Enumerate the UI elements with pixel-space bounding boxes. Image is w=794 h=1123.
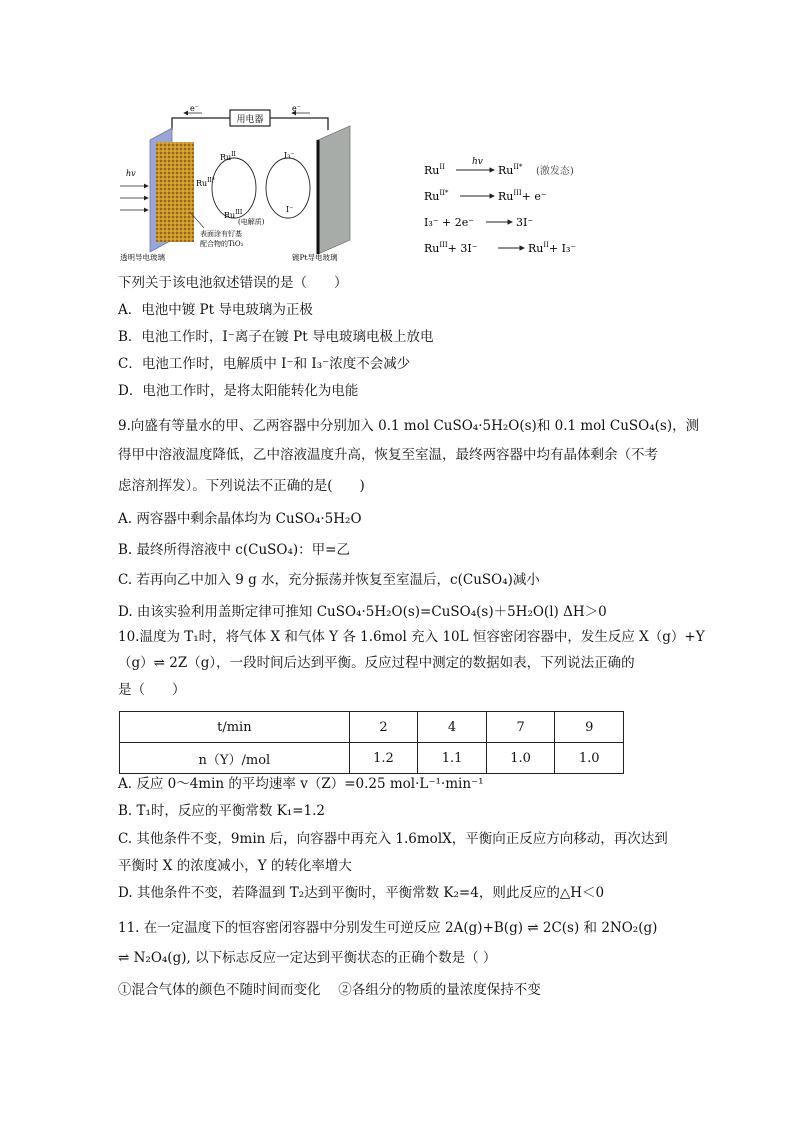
q10-option-d: D. 其他条件不变，若降温到 T₂达到平衡时，平衡常数 K₂=4，则此反应的△H＜0 xyxy=(118,885,605,901)
ru2-label: $Ru^{II}$ xyxy=(220,151,236,162)
eq4-right: $Ru^{II}+ I_3^-$ xyxy=(528,241,577,255)
eq1-right: $Ru^{II*}$ xyxy=(498,163,523,177)
q8-option-a: A．电池中镀 Pt 导电玻璃为正极 xyxy=(118,302,313,318)
q9-option-a: A. 两容器中剩余晶体均为 CuSO₄·5H₂O xyxy=(118,511,362,527)
q9-option-b: B. 最终所得溶液中 c(CuSO₄)：甲=乙 xyxy=(118,542,350,558)
q11-line-1: 11. 在一定温度下的恒容密闭容器中分别发生可逆反应 2A(g)+B(g) ⇌ 2C(s) 和 2NO₂(g) xyxy=(118,920,658,936)
table-cell: 9 xyxy=(555,712,624,743)
table-cell: 1.0 xyxy=(555,743,624,774)
q8-option-d: D．电池工作时，是将太阳能转化为电能 xyxy=(118,383,359,399)
q10-line-3: 是（ ） xyxy=(118,682,186,698)
eq1-note: (激发态) xyxy=(536,166,574,177)
solar-cell-diagram xyxy=(112,100,370,265)
right-glass-label: 镀Pt导电玻璃 xyxy=(292,253,338,262)
table-cell: n（Y）/mol xyxy=(120,743,350,774)
load-label: 用电器 xyxy=(236,115,264,125)
q10-option-c-1: C. 其他条件不变，9min 后，向容器中再充入 1.6molX，平衡向正反应方向移动，再次达到 xyxy=(118,831,668,847)
table-cell: 7 xyxy=(486,712,555,743)
light-label: hv xyxy=(126,169,136,178)
q10-option-c-2: 平衡时 X 的浓度减小，Y 的转化率增大 xyxy=(118,858,352,874)
eq2: $Ru^{II*}$ xyxy=(424,189,449,203)
q10-line-2: （g）⇌ 2Z（g），一段时间后达到平衡。反应过程中测定的数据如表，下列说法正确的 xyxy=(118,655,635,671)
electron-label-left: e⁻ xyxy=(190,104,199,113)
ru-cycle xyxy=(212,158,256,218)
data-table xyxy=(119,711,624,774)
left-glass-label: 透明导电玻璃 xyxy=(120,253,165,262)
wire-right xyxy=(270,118,328,130)
q11-line-3: ①混合气体的颜色不随时间而变化 ②各组分的物质的量浓度保持不变 xyxy=(118,982,541,998)
table-cell: 1.2 xyxy=(349,743,418,774)
q8-option-b: B．电池工作时，I⁻离子在镀 Pt 导电玻璃电极上放电 xyxy=(118,329,434,345)
q11-line-2: ⇌ N₂O₄(g), 以下标志反应一定达到平衡状态的正确个数是（ ） xyxy=(118,950,497,966)
ru2star-label: $Ru^{II*}$ xyxy=(196,177,215,188)
wire-left xyxy=(172,118,230,130)
q9-line-3: 虑溶剂挥发）。下列说法不正确的是( ) xyxy=(118,478,365,494)
table-cell: 2 xyxy=(349,712,418,743)
tio2-layer xyxy=(156,142,194,242)
q8-option-c: C．电池工作时，电解质中 I⁻和 I₃⁻浓度不会减少 xyxy=(118,356,411,372)
q10-option-a: A. 反应 0～4min 的平均速率 v（Z）=0.25 mol·L⁻¹·min⁻¹ xyxy=(118,776,484,792)
q9-line-2: 得甲中溶液温度降低，乙中溶液温度升高，恢复至室温，最终两容器中均有晶体剩余（不考 xyxy=(118,447,658,463)
table-cell: 4 xyxy=(418,712,487,743)
electron-label-right: e⁻ xyxy=(292,104,301,113)
dye-label-2: 配合物的TiO₂ xyxy=(200,240,244,248)
dye-label-1: 表面涂有钌基 xyxy=(200,230,242,238)
eq1-over: hv xyxy=(472,157,483,167)
electrolyte-label: (电解质) xyxy=(238,218,265,226)
q10-line-1: 10.温度为 T₁时，将气体 X 和气体 Y 各 1.6mol 充入 10L 恒容密闭容器中，发生反应 X（g）+Y xyxy=(118,629,705,645)
eq4: $Ru^{III}+ 3I^-$ xyxy=(424,241,478,255)
eq3: I₃⁻ + 2e⁻ xyxy=(424,216,475,229)
iminus-label: I⁻ xyxy=(286,205,294,214)
equations-panel xyxy=(420,140,620,265)
pt-glass xyxy=(318,126,350,254)
ru3-label: $Ru^{III}$ xyxy=(224,209,243,220)
eq1: $Ru^{II}$ xyxy=(424,163,445,177)
table-row xyxy=(120,743,624,774)
table-cell: t/min xyxy=(120,712,350,743)
q8-stem: 下列关于该电池叙述错误的是（ ） xyxy=(118,275,348,291)
q9-line-1: 9.向盛有等量水的甲、乙两容器中分别加入 0.1 mol CuSO₄·5H₂O(s)和 0.1 mol CuSO₄(s)，测 xyxy=(118,418,700,434)
table-cell: 1.1 xyxy=(418,743,487,774)
q9-option-d: D. 由该实验利用盖斯定律可推知 CuSO₄·5H₂O(s)=CuSO₄(s)＋5H₂O(l) ΔH＞0 xyxy=(118,604,607,620)
table-header-row xyxy=(120,712,624,743)
q9-option-c: C. 若再向乙中加入 9 g 水，充分振荡并恢复至室温后，c(CuSO₄)减小 xyxy=(118,572,540,588)
eq2-right: $Ru^{III}+ e^-$ xyxy=(498,189,547,203)
eq3-right: 3I⁻ xyxy=(516,216,534,229)
q10-option-b: B. T₁时，反应的平衡常数 K₁=1.2 xyxy=(118,803,325,819)
table-cell: 1.0 xyxy=(486,743,555,774)
i3-label: I₃⁻ xyxy=(284,151,295,160)
